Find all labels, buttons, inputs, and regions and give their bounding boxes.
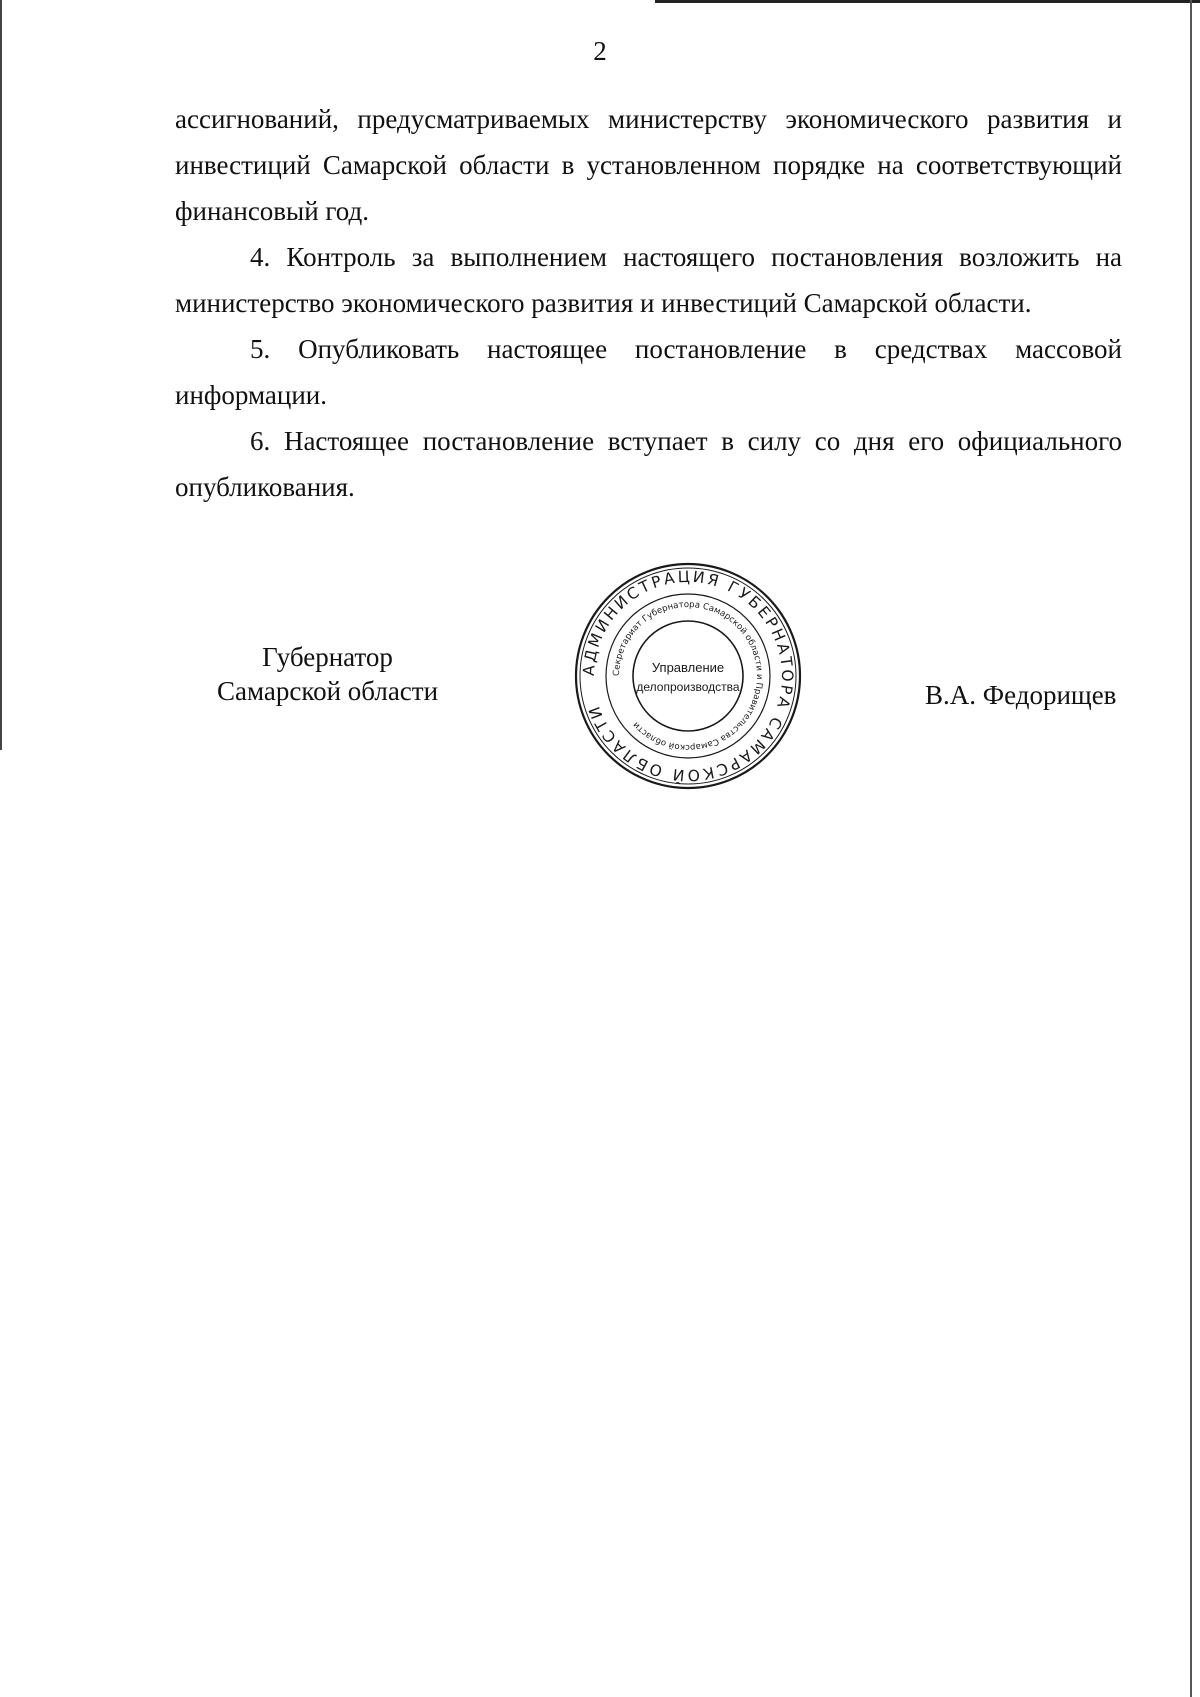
document-body — [175, 96, 1122, 510]
scan-edge-right — [1190, 0, 1192, 1697]
page-number: 2 — [593, 36, 607, 66]
signatory-title-line1: Губернатор — [262, 642, 393, 672]
paragraph-5: 5. Опубликовать настоящее постановление в средствах массовой информации. — [175, 334, 1122, 410]
signatory-name: В.А. Федорищев — [925, 680, 1117, 710]
seal-middle-text: Секретариат Губернатора Самарской области и Правительства Самарской области — [611, 599, 765, 753]
seal-outer-text: АДМИНИСТРАЦИЯ ГУБЕРНАТОРА САМАРСКОЙ ОБЛАСТИ — [579, 567, 797, 785]
scan-edge-left — [0, 0, 2, 750]
official-seal — [572, 560, 804, 792]
signatory-title-line2: Самарской области — [216, 676, 439, 706]
paragraph-4: 4. Контроль за выполнением настоящего постановления возложить на министерство экономического развития и инвестиций Самарской области. — [175, 242, 1122, 318]
paragraph-6: 6. Настоящее постановление вступает в силу со дня его официального опубликования. — [175, 426, 1122, 502]
scan-edge-top-right — [655, 0, 1200, 3]
paragraph-continuation: ассигнований, предусматриваемых министерству экономического развития и инвестиций Самарской области в установленном порядке на соответствующий финансовый год. — [175, 104, 1122, 226]
signatory-title — [190, 640, 465, 708]
seal-center-line1: Управление — [651, 660, 725, 675]
svg-text:Секретариат Губернатора Самарс — [612, 600, 764, 752]
seal-center-line2: делопроизводства — [636, 680, 740, 694]
